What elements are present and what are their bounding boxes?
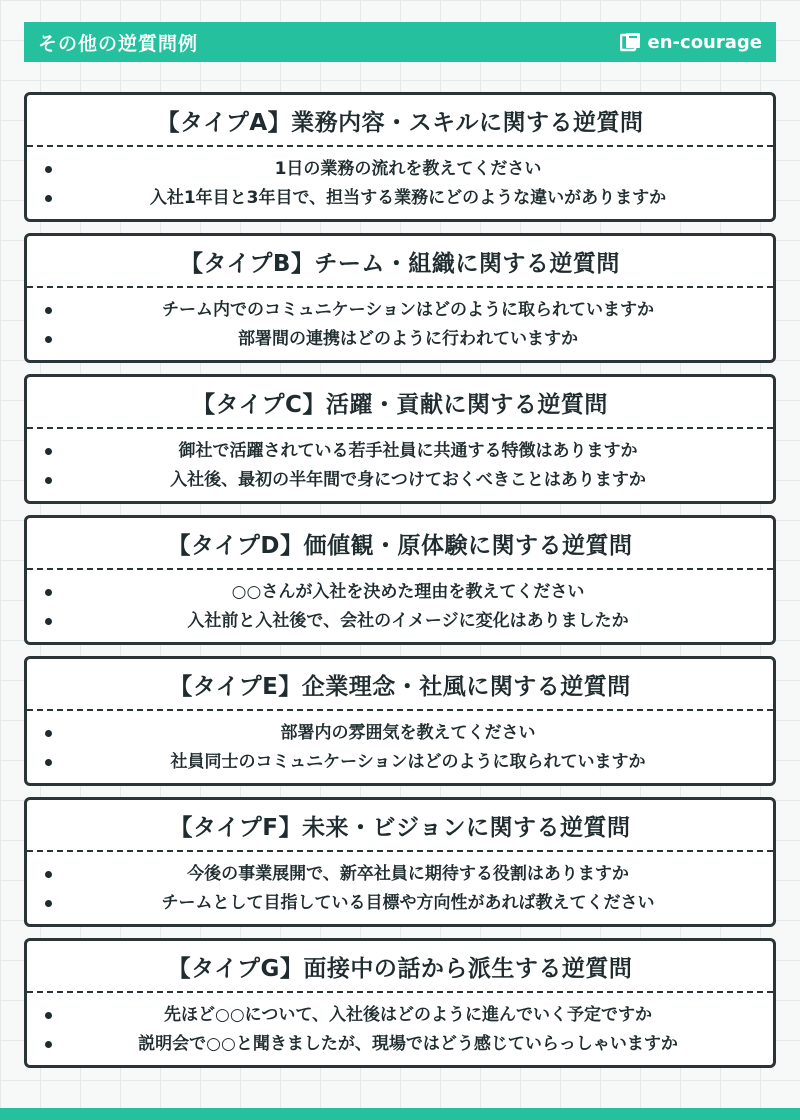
bullet-icon: [45, 336, 52, 343]
card-title: 【タイプF】未来・ビジョンに関する逆質問: [169, 814, 631, 841]
bullet-icon: [45, 871, 52, 878]
question-card: [24, 797, 776, 927]
question-text: 部署内の雰囲気を教えてください: [280, 723, 536, 743]
question-card: [24, 656, 776, 786]
question-card: [24, 515, 776, 645]
bullet-icon: [45, 759, 52, 766]
card-title: 【タイプG】面接中の話から派生する逆質問: [167, 955, 633, 982]
question-card: [24, 938, 776, 1068]
bullet-icon: [45, 589, 52, 596]
question-item: [27, 719, 773, 748]
question-item: [27, 889, 773, 918]
question-text: 先ほど○○について、入社後はどのように進んでいく予定ですか: [164, 1005, 652, 1025]
bullet-icon: [45, 307, 52, 314]
bullet-icon: [45, 195, 52, 202]
question-list: [27, 711, 773, 777]
question-item: [27, 1001, 773, 1030]
question-text: 入社後、最初の半年間で身につけておくべきことはありますか: [170, 470, 646, 490]
question-card: [24, 374, 776, 504]
question-item: [27, 296, 773, 325]
bullet-icon: [45, 1041, 52, 1048]
question-list: [27, 288, 773, 354]
card-title: 【タイプC】活躍・貢献に関する逆質問: [192, 391, 608, 418]
card-title: 【タイプE】企業理念・社風に関する逆質問: [169, 673, 631, 700]
question-list: [27, 993, 773, 1059]
question-item: [27, 1030, 773, 1059]
question-item: [27, 325, 773, 354]
question-text: 今後の事業展開で、新卒社員に期待する役割はありますか: [187, 864, 629, 884]
question-item: [27, 607, 773, 636]
question-item: [27, 466, 773, 495]
question-text: 説明会で○○と聞きましたが、現場ではどう感じていらっしゃいますか: [138, 1034, 678, 1054]
question-text: ○○さんが入社を決めた理由を教えてください: [231, 582, 585, 602]
card-title: 【タイプB】チーム・組織に関する逆質問: [180, 250, 620, 277]
bullet-icon: [45, 166, 52, 173]
question-item: [27, 155, 773, 184]
question-list: [27, 147, 773, 213]
question-text: チームとして目指している目標や方向性があれば教えてください: [161, 893, 655, 913]
brand-logo: [620, 32, 762, 53]
card-title: 【タイプD】価値観・原体験に関する逆質問: [167, 532, 633, 559]
question-text: 入社1年目と3年目で、担当する業務にどのような違いがありますか: [149, 188, 667, 208]
question-card: [24, 233, 776, 363]
question-text: 入社前と入社後で、会社のイメージに変化はありましたか: [187, 611, 629, 631]
book-icon: [620, 32, 642, 52]
question-item: [27, 184, 773, 213]
brand-name: en-courage: [647, 31, 762, 53]
question-item: [27, 437, 773, 466]
question-card-list: [24, 92, 776, 1079]
bullet-icon: [45, 1012, 52, 1019]
question-text: チーム内でのコミュニケーションはどのように取られていますか: [162, 300, 654, 320]
question-text: 1日の業務の流れを教えてください: [274, 159, 542, 179]
question-text: 御社で活躍されている若手社員に共通する特徴はありますか: [178, 441, 638, 461]
bullet-icon: [45, 448, 52, 455]
bullet-icon: [45, 900, 52, 907]
question-item: [27, 860, 773, 889]
question-list: [27, 852, 773, 918]
page-title: その他の逆質問例: [38, 32, 199, 55]
question-card: [24, 92, 776, 222]
question-item: [27, 748, 773, 777]
footer-bar: [0, 1108, 800, 1120]
bullet-icon: [45, 618, 52, 625]
bullet-icon: [45, 730, 52, 737]
question-list: [27, 429, 773, 495]
question-text: 部署間の連携はどのように行われていますか: [238, 329, 578, 349]
header-bar: [24, 22, 776, 62]
question-text: 社員同士のコミュニケーションはどのように取られていますか: [170, 752, 646, 772]
question-list: [27, 570, 773, 636]
question-item: [27, 578, 773, 607]
card-title: 【タイプA】業務内容・スキルに関する逆質問: [156, 109, 644, 136]
bullet-icon: [45, 477, 52, 484]
